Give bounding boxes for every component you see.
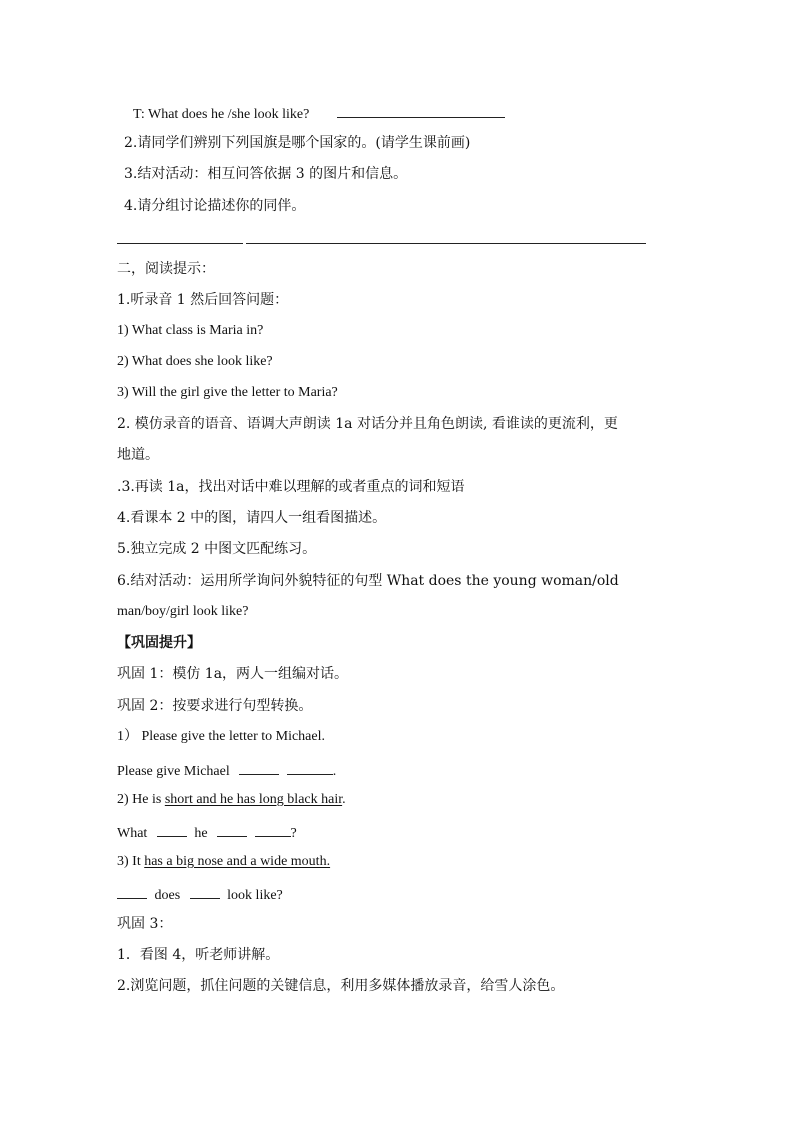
reading-item-6-line-1: 6.结对活动：运用所学询问外貌特征的句型 What does the young woman/old [117,573,619,589]
consolidate-3: 巩固 3： [117,916,173,932]
divider-line-left [117,243,243,244]
exercise-3-prefix: 3) It [117,854,145,869]
answer-blank [117,884,147,899]
consolidate-heading: 【巩固提升】 [117,635,201,651]
reading-item-3: .3.再读 1a，找出对话中难以理解的或者重点的词和短语 [117,479,465,495]
question-3: 3) Will the girl give the letter to Maria? [117,385,338,400]
exercise-1-answer-prefix: Please give Michael [117,764,230,779]
reading-item-6-line-2: man/boy/girl look like? [117,604,249,619]
exercise-2-answer-line [117,822,297,843]
exercise-1-answer-line: Please give Michael . [117,760,336,781]
instruction-item-3: 3.结对活动：相互问答依据 3 的图片和信息。 [124,166,408,182]
exercise-2-underlined: short and he has long black hair [164,792,343,807]
consolidate-3-item-2: 2.浏览问题，抓住问题的关键信息，利用多媒体播放录音，给雪人涂色。 [117,978,565,994]
consolidate-3-item-1: 1．看图 4，听老师讲解。 [117,947,280,963]
reading-tips-heading: 二，阅读提示： [117,261,215,277]
exercise-3-answer-line [117,884,283,905]
answer-blank [190,884,220,899]
question-1: 1) What class is Maria in? [117,323,264,338]
answer-blank [255,822,291,837]
consolidate-1: 巩固 1：模仿 1a，两人一组编对话。 [117,666,349,682]
exercise-1-sentence: 1） Please give the letter to Michael. [117,729,325,744]
reading-item-5: 5.独立完成 2 中图文匹配练习。 [117,541,317,557]
exercise-3-answer-tail: look like? [227,888,283,903]
reading-item-2-line-2: 地道。 [117,447,159,463]
exercise-2-answer-he: he [194,826,208,841]
exercise-3-answer-does: does [154,888,181,903]
answer-blank [157,822,187,837]
exercise-3-underlined: has a big nose and a wide mouth. [144,854,331,869]
instruction-item-2: 2.请同学们辨别下列国旗是哪个国家的。(请学生课前画) [124,135,471,151]
answer-blank [287,760,333,775]
divider-line-right [246,243,646,244]
teacher-question-line [133,103,505,124]
listening-intro: 1.听录音 1 然后回答问题： [117,292,289,308]
answer-blank [217,822,247,837]
exercise-2-prefix: 2) He is [117,792,165,807]
instruction-item-4: 4.请分组讨论描述你的同伴。 [124,198,306,214]
question-2: 2) What does she look like? [117,354,273,369]
exercise-2-answer-what: What [117,826,148,841]
teacher-question-text: T: What does he /she look like? [133,107,310,122]
exercise-3-sentence [117,853,330,871]
exercise-2-suffix: . [342,792,346,807]
answer-blank [337,103,505,118]
reading-item-4: 4.看课本 2 中的图，请四人一组看图描述。 [117,510,387,526]
exercise-2-answer-qmark: ? [290,826,297,841]
answer-blank [239,760,279,775]
reading-item-2-line-1: 2. 模仿录音的语音、语调大声朗读 1a 对话分并且角色朗读, 看谁读的更流利，更 [117,416,618,432]
exercise-2-sentence [117,791,346,809]
consolidate-2: 巩固 2：按要求进行句型转换。 [117,698,313,714]
